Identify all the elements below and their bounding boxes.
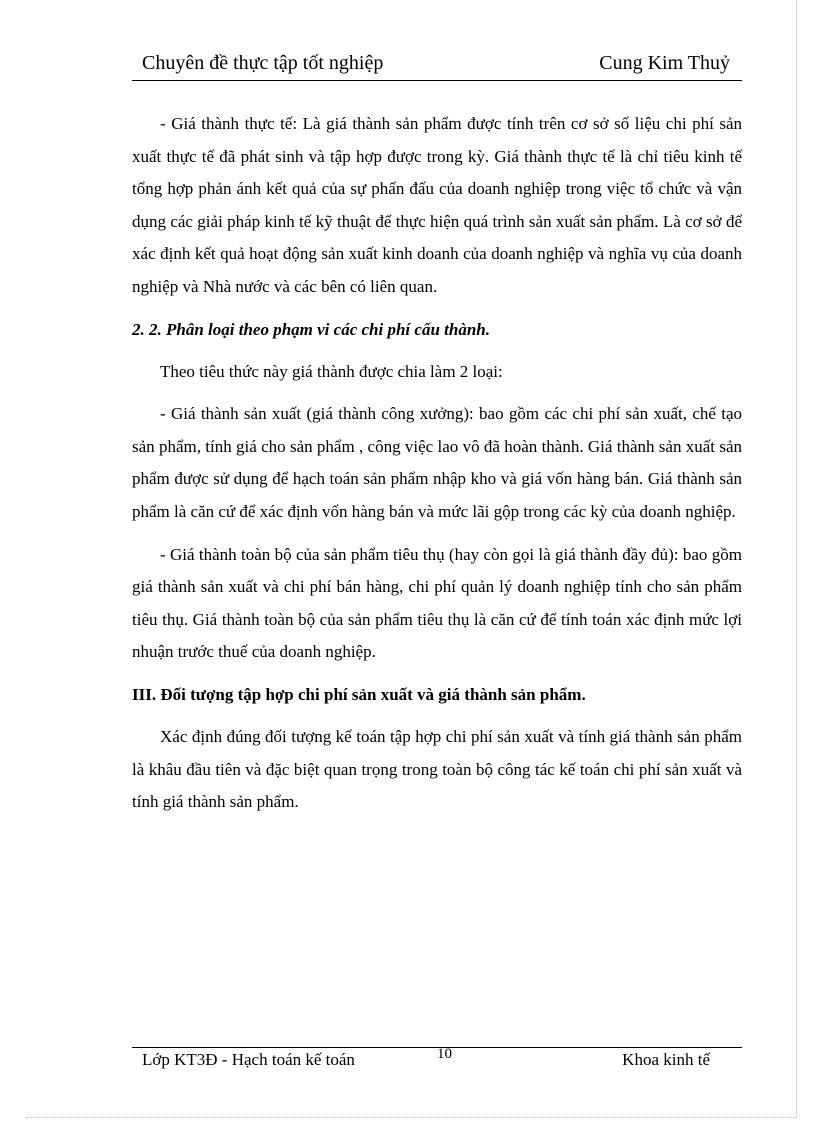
footer-faculty: Khoa kinh tế	[622, 1050, 710, 1069]
document-body	[132, 108, 742, 819]
page-number: 10	[437, 1046, 452, 1062]
section-heading-2-2: 2. 2. Phân loại theo phạm vi các chi phí cấu thành.	[132, 319, 490, 339]
section-heading-III: III. Đối tượng tập hợp chi phí sản xuất và giá thành sản phẩm.	[132, 684, 586, 704]
paragraph-cost-object: Xác định đúng đối tượng kế toán tập hợp chi phí sản xuất và tính giá thành sản phẩm là khâu đầu tiên và đặc biệt quan trọng trong toàn bộ công tác kế toán chi phí sản xuất và tính giá thành sản phẩm.	[132, 726, 742, 812]
header-author: Cung Kim Thuỷ	[599, 52, 730, 74]
header-title: Chuyên đề thực tập tốt nghiệp	[142, 52, 384, 74]
page-border-right	[796, 0, 797, 1117]
paragraph-total-cost: - Giá thành toàn bộ của sản phẩm tiêu thụ (hay còn gọi là giá thành đầy đủ): bao gồm giá thành sản xuất và chi phí bán hàng, chi phí quản lý doanh nghiệp tính cho sản phẩm tiêu thụ. Giá thành toàn bộ của sản phẩm tiêu thụ là căn cứ để tính toán xác định mức lợi nhuận trước thuế của doanh nghiệp.	[132, 544, 742, 662]
footer-class: Lớp KT3Đ - Hạch toán kế toán	[142, 1050, 355, 1069]
header-rule	[132, 80, 742, 81]
paragraph-actual-cost: - Giá thành thực tế: Là giá thành sản phẩm được tính trên cơ sở số liệu chi phí sản xuất thực tế đã phát sinh và tập hợp được trong kỳ. Giá thành thực tế là chỉ tiêu kinh tế tổng hợp phản ánh kết quả của sự phấn đấu của doanh nghiệp trong việc tổ chức và vận dụng các giải pháp kinh tế kỹ thuật để thực hiện quá trình sản xuất sản phẩm. Là cơ sở để xác định kết quả hoạt động sản xuất kinh doanh của doanh nghiệp và nghĩa vụ của doanh nghiệp và Nhà nước và các bên có liên quan.	[132, 114, 742, 296]
paragraph-production-cost: - Giá thành sản xuất (giá thành công xưởng): bao gồm các chi phí sản xuất, chế tạo sản phẩm, tính giá cho sản phẩm , công việc lao vô đã hoàn thành. Giá thành sản xuất sản phẩm được sử dụng để hạch toán sản phẩm nhập kho và giá vốn hàng bán. Giá thành sản phẩm là căn cứ để xác định vốn hàng bán và mức lãi gộp trong các kỳ của doanh nghiệp.	[132, 404, 742, 521]
page-border-bottom	[26, 1117, 796, 1118]
paragraph-classification-intro: Theo tiêu thức này giá thành được chia làm 2 loại:	[160, 361, 503, 381]
page-footer	[132, 1046, 742, 1076]
page-header	[132, 52, 742, 80]
